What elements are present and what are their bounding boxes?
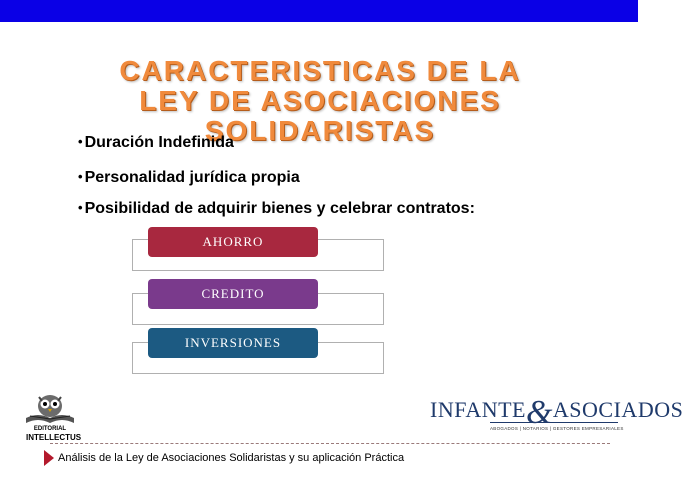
- bullet-text: Duración Indefinida: [84, 134, 234, 151]
- bullet-text: Posibilidad de adquirir bienes y celebrar contratos:: [84, 200, 475, 217]
- bullet-item: [78, 169, 300, 187]
- title-line-1: CARACTERISTICAS DE LA: [119, 55, 521, 86]
- logo-right-tagline: ABOGADOS | NOTARIOS | GESTORES EMPRESARIALES: [490, 426, 624, 431]
- bullet-marker: •: [78, 200, 83, 215]
- top-bar: [0, 0, 638, 22]
- footer-arrow-icon: [44, 450, 54, 466]
- footer-text: Análisis de la Ley de Asociaciones Solidaristas y su aplicación Práctica: [58, 452, 405, 464]
- bullet-marker: •: [78, 134, 83, 149]
- item-credito: CREDITO: [148, 279, 318, 309]
- bullet-item: [78, 200, 475, 218]
- item-inversiones: INVERSIONES: [148, 328, 318, 358]
- logo-brand-part2: ASOCIADOS: [552, 397, 683, 422]
- logo-right-rule: [490, 422, 618, 423]
- editorial-intellectus-logo: [22, 392, 82, 444]
- footer-divider: [50, 443, 610, 444]
- bullet-marker: •: [78, 169, 83, 184]
- logo-brand-part1: INFANTE: [430, 397, 526, 422]
- infante-asociados-logo: [430, 392, 683, 440]
- bullet-text: Personalidad jurídica propia: [84, 169, 300, 186]
- logo-left-line2: INTELLECTUS: [26, 433, 82, 442]
- owl-book-icon: [22, 392, 78, 426]
- title-line-2: LEY DE ASOCIACIONES: [139, 85, 501, 116]
- title-line-3: SOLIDARISTAS: [204, 115, 436, 146]
- logo-left-line1: EDITORIAL: [33, 426, 67, 432]
- bullet-item: [78, 134, 234, 152]
- item-ahorro: AHORRO: [148, 227, 318, 257]
- logo-brand-amp: &: [525, 394, 553, 431]
- slide-title: [60, 56, 580, 146]
